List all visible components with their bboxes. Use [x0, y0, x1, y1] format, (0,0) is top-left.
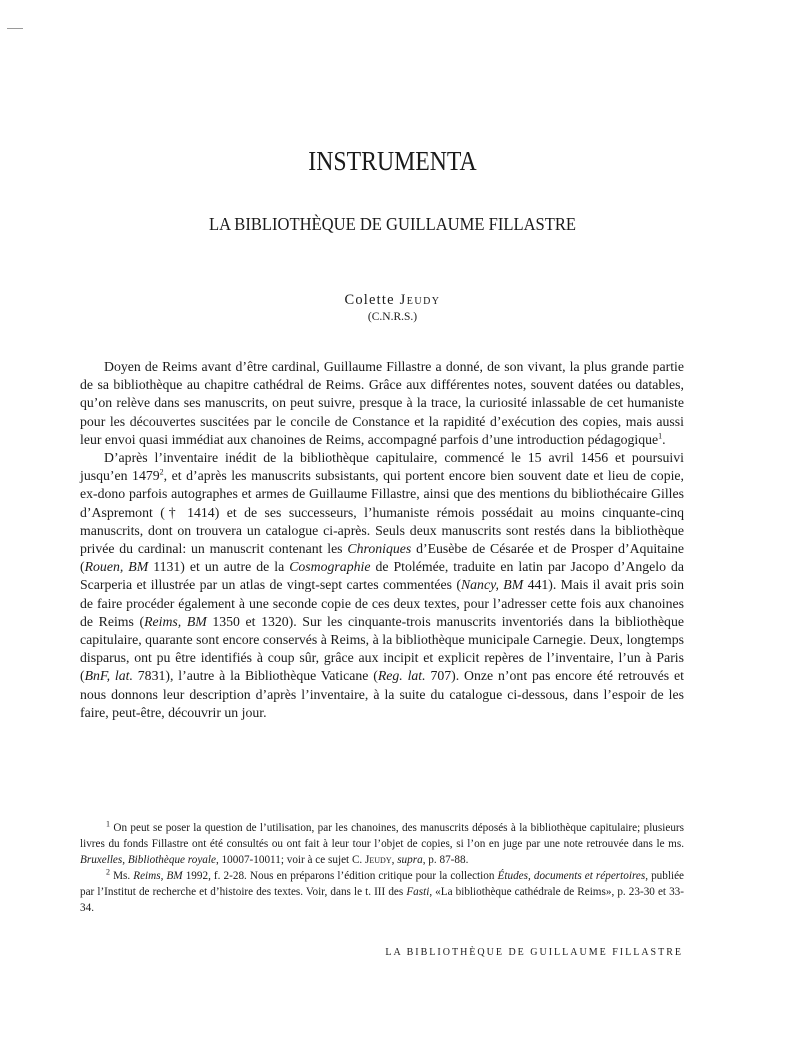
p2-i5: Reims, BM: [144, 613, 207, 629]
margin-mark: [7, 28, 23, 29]
fn1-d: , p. 87-88.: [422, 854, 469, 866]
p2-f: 441). Mais il avait pris soin de faire procéder également à une seconde copie de ces deux textes, pour l’adresser cette fois aux chanoines de Reims (: [80, 577, 685, 629]
author-first-name: Colette: [344, 292, 395, 308]
fn1-i2: supra: [397, 854, 423, 866]
p1-text: Doyen de Reims avant d’être cardinal, Guillaume Fillastre a donné, de son vivant, la plus grande partie de sa bibliothèque au chapitre cathédral de Reims. Grâce aux différentes notes, souvent datées ou datables, qu’on relève dans ses manuscrits, on peut suivre, presque à la trace, la curiosité inlassable de cet humaniste pour les découvertes suscitées par le concile de Constance et la rapidité d’exécution des copies, mais aussi leur envoi quasi immédiat aux chanoines de Reims, accompagné parfois d’une introduction pédagogique: [80, 359, 684, 447]
fn2-b: 1992, f. 2-28. Nous en préparons l’édition critique pour la collection: [182, 870, 498, 882]
fn2-c: , publiée par l’Institut de recherche et d’histoire des textes. Voir, dans le t. III des: [80, 870, 685, 898]
fn2-i2: Études, documents et répertoires: [497, 870, 646, 882]
p2-e: de Ptolémée, traduite en latin par Jacopo d’Angelo da Scarperia et illustrée par un atlas de vingt-sept cartes commentées (: [80, 559, 684, 593]
p2-i1: Chroniques: [347, 541, 412, 557]
p2-i2: Rouen, BM: [84, 559, 149, 575]
p2-a: D’après l’inventaire inédit de la bibliothèque capitulaire, commencé le 15 avril 1456 et poursuivi jusqu’en 1479: [80, 450, 684, 484]
fn1-a: On peut se poser la question de l’utilisation, par les chanoines, des manuscrits déposés à la bibliothèque capitulaire; plusieurs livres du fonds Fillastre ont été consultés ou ont fait à leur tour l’objet de copies, si l’on en juge par une note retrouvée dans le ms.: [80, 822, 684, 850]
footnote-ref-2[interactable]: 2: [159, 467, 164, 477]
p2-i4: Nancy, BM: [460, 577, 524, 593]
fn2-d: , «La bibliothèque cathédrale de Reims», p. 23-30 et 33-34.: [80, 886, 684, 914]
p2-b: , et d’après les manuscrits subsistants, qui portent encore bien souvent date et lieu de copie, ex-dono parfois autographes et armes de Guillaume Fillastre, ainsi que des mentions du bibliothécaire Gilles d’Aspremont († 1414) et de ses successeurs, l’humaniste rémois possédait au moins cinquante-cinq manuscrits, dont on trouvera un catalogue ci-après. Seuls deux manuscrits sont restés dans la bibliothèque privée du cardinal: un manuscrit contenant les: [80, 468, 684, 557]
p2-c: d’Eusèbe de Césarée et de Prosper d’Aquitaine (: [80, 541, 684, 575]
footnotes: [80, 820, 684, 916]
p2-d: 1131) et un autre de la: [148, 559, 290, 575]
author-last-name: Jeudy: [399, 292, 441, 308]
article-title: LA BIBLIOTHÈQUE DE GUILLAUME FILLASTRE: [208, 214, 577, 234]
p2-h: 7831), l’autre à la Bibliothèque Vaticane (: [132, 668, 378, 684]
footnote-ref-1[interactable]: 1: [658, 431, 663, 441]
footnote-2-number: 2: [106, 867, 110, 877]
fn1-i1: Bruxelles, Bibliothèque royale: [80, 854, 216, 866]
body-text: [80, 358, 684, 722]
affiliation: (C.N.R.S.): [367, 311, 418, 323]
author: [0, 292, 785, 309]
fn2-a: Ms.: [110, 870, 134, 882]
fn2-i3: Fasti: [406, 886, 430, 898]
fn1-b: , 10007-10011; voir à ce sujet C.: [215, 854, 366, 866]
p2-g: 1350 et 1320). Sur les cinquante-trois manuscrits inventoriés dans la bibliothèque capitulaire, quarante sont encore conservés à Reims, à la bibliothèque municipale Carnegie. Deux, longtemps disparus, ont pu être identifiés à coup sûr, grâce aux incipit et explicit repères de l’inventaire, l’un à Paris (: [80, 613, 684, 684]
footnote-1-number: 1: [106, 819, 110, 829]
paragraph-1: [80, 358, 684, 449]
p2-j: 707). Onze n’ont pas encore été retrouvés et nous donnons leur description d’après l’inventaire, à la suite du catalogue ci-dessous, dans l’espoir de les faire, peut-être, découvrir un jour.: [80, 668, 685, 720]
p2-i7: Reg. lat.: [377, 668, 426, 684]
fn1-c: ,: [391, 854, 398, 866]
fn2-i1: Reims, BM: [133, 870, 183, 882]
p1-end: .: [662, 431, 666, 447]
footnote-1: [80, 820, 684, 868]
fn1-author: Jeudy: [365, 854, 392, 866]
paragraph-2: [80, 449, 684, 722]
section-title: INSTRUMENTA: [308, 146, 477, 176]
p2-i6: BnF, lat.: [84, 668, 133, 684]
footnote-2: [80, 868, 684, 916]
p2-i3: Cosmographie: [289, 559, 371, 575]
running-head: LA BIBLIOTHÈQUE DE GUILLAUME FILLASTRE: [385, 947, 683, 958]
